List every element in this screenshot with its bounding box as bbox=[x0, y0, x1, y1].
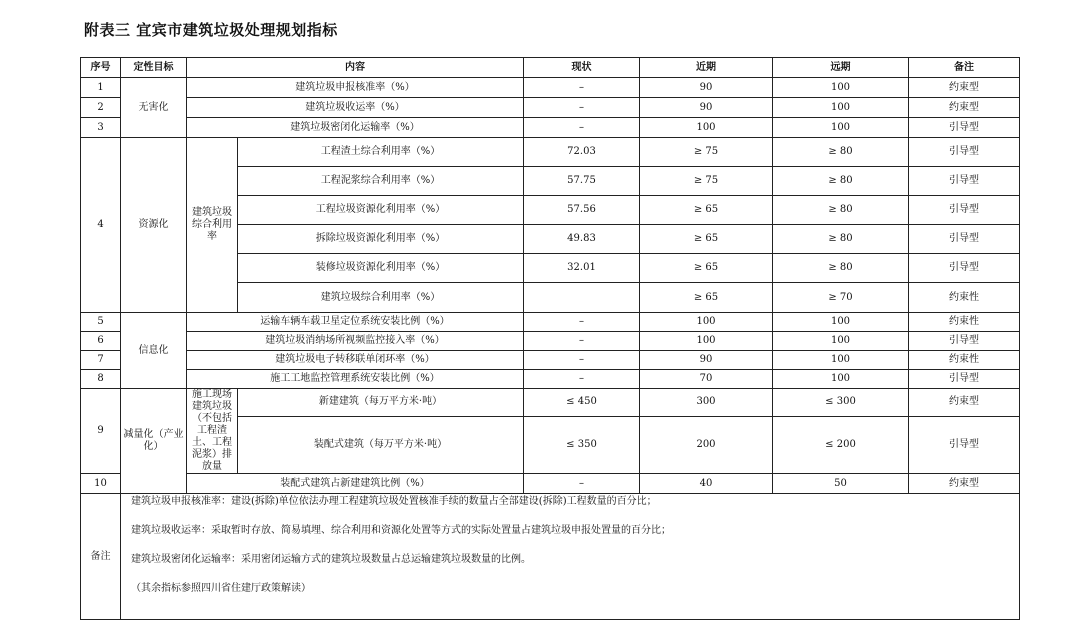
far-value: 100 bbox=[773, 351, 909, 370]
far-value: ≥ 70 bbox=[773, 283, 909, 313]
near-value: ≥ 75 bbox=[640, 167, 773, 196]
category-cell: 信息化 bbox=[121, 313, 187, 389]
near-value: ≥ 65 bbox=[640, 283, 773, 313]
content-cell: 装配式建筑占新建建筑比例（%） bbox=[187, 474, 524, 494]
header-num: 序号 bbox=[81, 58, 121, 78]
far-value: 50 bbox=[773, 474, 909, 494]
content-cell: 工程垃圾资源化利用率（%） bbox=[238, 196, 524, 225]
row-number: 2 bbox=[81, 98, 121, 118]
remark-cell: 引导型 bbox=[909, 370, 1020, 389]
far-value: 100 bbox=[773, 118, 909, 138]
near-value: ≥ 65 bbox=[640, 225, 773, 254]
header-far: 远期 bbox=[773, 58, 909, 78]
current-value: 32.01 bbox=[524, 254, 640, 283]
current-value: – bbox=[524, 118, 640, 138]
table-row bbox=[81, 370, 1020, 389]
content-cell: 建筑垃圾电子转移联单闭环率（%） bbox=[187, 351, 524, 370]
header-row bbox=[81, 58, 1020, 78]
remark-cell: 引导型 bbox=[909, 225, 1020, 254]
remark-cell: 约束型 bbox=[909, 98, 1020, 118]
remark-cell: 约束性 bbox=[909, 313, 1020, 332]
remark-cell: 约束型 bbox=[909, 389, 1020, 417]
near-value: 200 bbox=[640, 416, 773, 473]
table-row bbox=[81, 138, 1020, 167]
content-cell: 装修垃圾资源化利用率（%） bbox=[238, 254, 524, 283]
current-value: ≤ 450 bbox=[524, 389, 640, 417]
current-value: – bbox=[524, 78, 640, 98]
current-value: 49.83 bbox=[524, 225, 640, 254]
current-value: – bbox=[524, 332, 640, 351]
group-cell bbox=[187, 389, 238, 474]
remark-cell: 引导型 bbox=[909, 118, 1020, 138]
far-value: 100 bbox=[773, 313, 909, 332]
far-value: ≤ 300 bbox=[773, 389, 909, 417]
notes-body bbox=[121, 494, 1020, 620]
header-near: 近期 bbox=[640, 58, 773, 78]
current-value: 57.56 bbox=[524, 196, 640, 225]
remark-cell: 引导型 bbox=[909, 196, 1020, 225]
note-line: （其余指标参照四川省住建厅政策解读） bbox=[131, 583, 311, 594]
current-value: – bbox=[524, 351, 640, 370]
current-value: – bbox=[524, 313, 640, 332]
note-line: 建筑垃圾收运率：采取暂时存放、简易填埋、综合利用和资源化处置等方式的实际处置量占建筑垃圾申报处置量的百分比； bbox=[131, 525, 671, 536]
content-cell: 装配式建筑（每万平方米·吨） bbox=[238, 416, 524, 473]
far-value: 100 bbox=[773, 332, 909, 351]
near-value: 100 bbox=[640, 118, 773, 138]
far-value: 100 bbox=[773, 370, 909, 389]
near-value: 70 bbox=[640, 370, 773, 389]
table-row bbox=[81, 474, 1020, 494]
table-row bbox=[81, 351, 1020, 370]
near-value: 100 bbox=[640, 332, 773, 351]
remark-cell: 引导型 bbox=[909, 332, 1020, 351]
notes-label: 备注 bbox=[81, 494, 121, 620]
row-number: 10 bbox=[81, 474, 121, 494]
row-number: 9 bbox=[81, 389, 121, 474]
remark-cell: 引导型 bbox=[909, 416, 1020, 473]
table-row bbox=[81, 332, 1020, 351]
row-number: 1 bbox=[81, 78, 121, 98]
content-cell: 新建建筑（每万平方米·吨） bbox=[238, 389, 524, 417]
header-remark: 备注 bbox=[909, 58, 1020, 78]
content-cell: 建筑垃圾消纳场所视频监控接入率（%） bbox=[187, 332, 524, 351]
header-content: 内容 bbox=[187, 58, 524, 78]
near-value: ≥ 65 bbox=[640, 196, 773, 225]
table-row bbox=[81, 98, 1020, 118]
content-cell: 建筑垃圾申报核准率（%） bbox=[187, 78, 524, 98]
far-value: ≥ 80 bbox=[773, 167, 909, 196]
near-value: ≥ 75 bbox=[640, 138, 773, 167]
group-text: 施工现场建筑垃圾（不包括工程渣土、工程泥浆）排放量 bbox=[192, 389, 232, 472]
content-cell: 建筑垃圾收运率（%） bbox=[187, 98, 524, 118]
far-value: ≥ 80 bbox=[773, 225, 909, 254]
row-number: 3 bbox=[81, 118, 121, 138]
content-cell: 工程渣土综合利用率（%） bbox=[238, 138, 524, 167]
far-value: ≥ 80 bbox=[773, 196, 909, 225]
row-number: 7 bbox=[81, 351, 121, 370]
remark-cell: 约束性 bbox=[909, 283, 1020, 313]
table-row bbox=[81, 118, 1020, 138]
category-cell: 减量化（产业化） bbox=[121, 389, 187, 494]
far-value: 100 bbox=[773, 78, 909, 98]
current-value bbox=[524, 283, 640, 313]
far-value: ≥ 80 bbox=[773, 254, 909, 283]
far-value: ≥ 80 bbox=[773, 138, 909, 167]
near-value: 100 bbox=[640, 313, 773, 332]
current-value: – bbox=[524, 98, 640, 118]
group-cell: 建筑垃圾综合利用率 bbox=[187, 138, 238, 313]
category-cell: 无害化 bbox=[121, 78, 187, 138]
row-number: 5 bbox=[81, 313, 121, 332]
row-number: 8 bbox=[81, 370, 121, 389]
current-value: ≤ 350 bbox=[524, 416, 640, 473]
near-value: 90 bbox=[640, 351, 773, 370]
far-value: ≤ 200 bbox=[773, 416, 909, 473]
current-value: – bbox=[524, 474, 640, 494]
remark-cell: 引导型 bbox=[909, 254, 1020, 283]
current-value: – bbox=[524, 370, 640, 389]
near-value: 300 bbox=[640, 389, 773, 417]
notes-row bbox=[81, 494, 1020, 620]
remark-cell: 引导型 bbox=[909, 167, 1020, 196]
current-value: 72.03 bbox=[524, 138, 640, 167]
remark-cell: 引导型 bbox=[909, 138, 1020, 167]
note-line: 建筑垃圾密闭化运输率：采用密闭运输方式的建筑垃圾数量占总运输建筑垃圾数量的比例。 bbox=[131, 554, 531, 565]
near-value: 40 bbox=[640, 474, 773, 494]
remark-cell: 约束性 bbox=[909, 351, 1020, 370]
near-value: ≥ 65 bbox=[640, 254, 773, 283]
row-number: 4 bbox=[81, 138, 121, 313]
content-cell: 拆除垃圾资源化利用率（%） bbox=[238, 225, 524, 254]
content-cell: 建筑垃圾综合利用率（%） bbox=[238, 283, 524, 313]
content-cell: 工程泥浆综合利用率（%） bbox=[238, 167, 524, 196]
header-current: 现状 bbox=[524, 58, 640, 78]
page-title: 附表三 宜宾市建筑垃圾处理规划指标 bbox=[84, 21, 338, 39]
content-cell: 施工工地监控管理系统安装比例（%） bbox=[187, 370, 524, 389]
table-row bbox=[81, 389, 1020, 417]
near-value: 90 bbox=[640, 78, 773, 98]
header-category: 定性目标 bbox=[121, 58, 187, 78]
remark-cell: 约束型 bbox=[909, 78, 1020, 98]
indicator-table bbox=[80, 57, 1020, 620]
row-number: 6 bbox=[81, 332, 121, 351]
category-cell: 资源化 bbox=[121, 138, 187, 313]
current-value: 57.75 bbox=[524, 167, 640, 196]
far-value: 100 bbox=[773, 98, 909, 118]
near-value: 90 bbox=[640, 98, 773, 118]
content-cell: 运输车辆车载卫星定位系统安装比例（%） bbox=[187, 313, 524, 332]
content-cell: 建筑垃圾密闭化运输率（%） bbox=[187, 118, 524, 138]
table-row bbox=[81, 313, 1020, 332]
remark-cell: 约束型 bbox=[909, 474, 1020, 494]
table-row bbox=[81, 78, 1020, 98]
note-line: 建筑垃圾申报核准率：建设(拆除)单位依法办理工程建筑垃圾处置核准手续的数量占全部建设(拆除)工程数量的百分比； bbox=[131, 496, 657, 507]
